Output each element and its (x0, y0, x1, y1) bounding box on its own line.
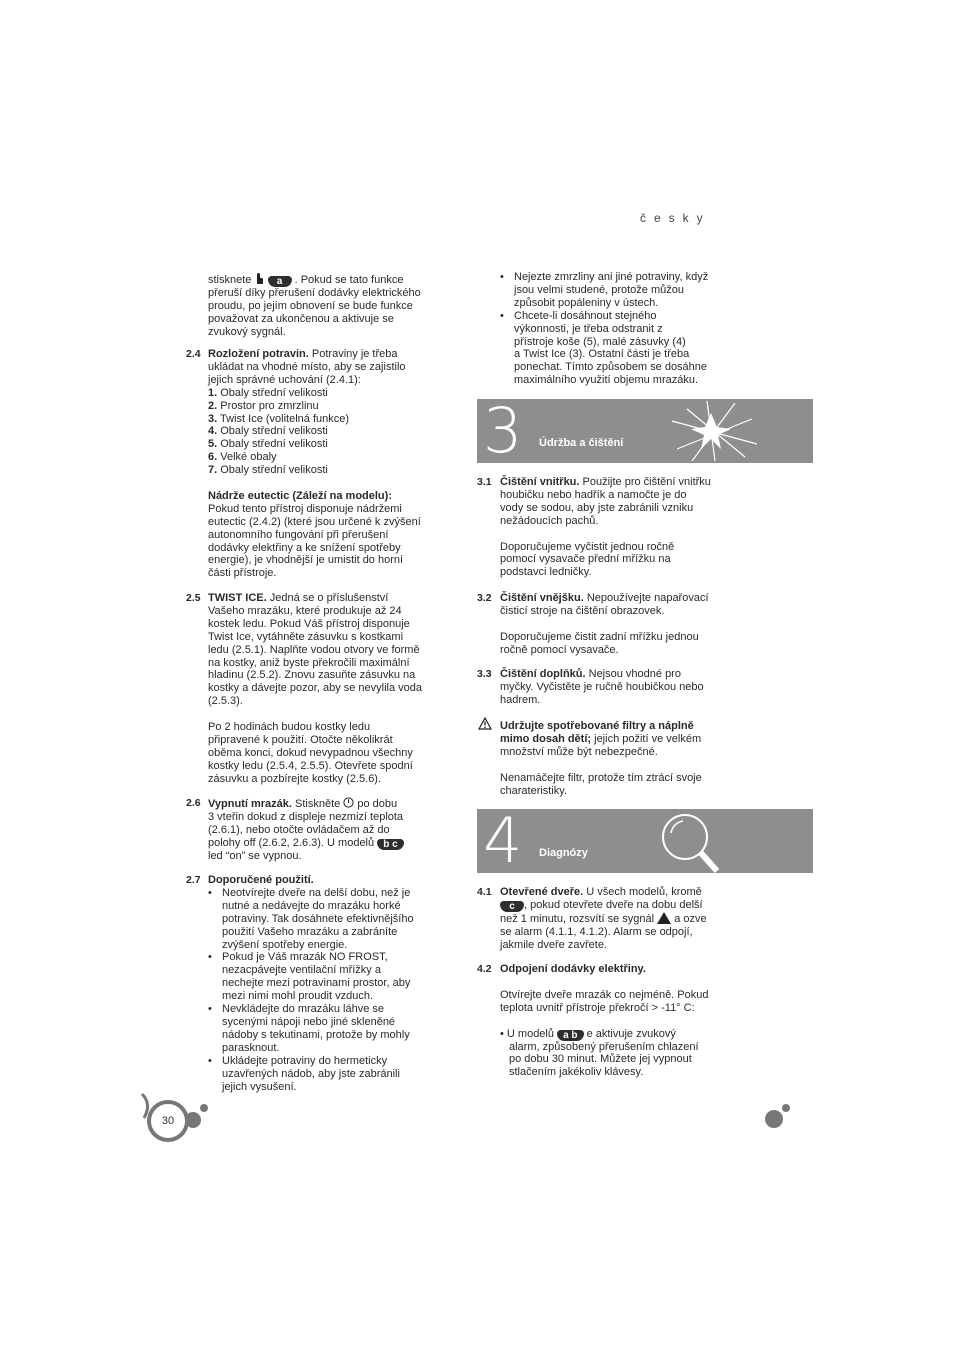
text-line: po dobu 30 minut. Můžete jej vypnout (509, 1053, 692, 1066)
list-item: 2. Prostor pro zmrzlinu (208, 399, 319, 412)
text-line: Vašeho mrazáku, které produkuje až 24 (208, 604, 402, 617)
text-line: části přístroje. (208, 567, 277, 580)
text-line: nežádoucích pachů. (500, 514, 599, 527)
section-title: Čištění doplňků. (500, 668, 586, 680)
chapter-title: Údržba a čištění (539, 437, 624, 449)
section-number: 3.2 (477, 592, 492, 604)
warning-title: Udržujte spotřebované filtry a náplně (500, 720, 694, 732)
text-line: zvukový sygnál. (208, 325, 286, 338)
warning-icon (478, 717, 492, 734)
section-title: Vypnutí mrazák. (208, 798, 292, 810)
section-title: Čištění vnějšku. (500, 592, 584, 604)
page-number-badge (138, 1090, 218, 1150)
list-item: 6. Velké obaly (208, 451, 277, 464)
text-line: kostek ledu. Pokud Váš přístroj disponuje (208, 617, 410, 630)
hand-icon (254, 274, 267, 286)
text-line: Twist Ice, vytáhněte zásuvku s kostkami (208, 630, 404, 643)
text-line: Nenamáčejte filtr, protože tím ztrácí svoje (500, 771, 702, 784)
section-number: 2.7 (186, 874, 201, 886)
text-line: hadrem. (500, 693, 541, 706)
section-2-7 (208, 874, 448, 1093)
list-item: • Nevkládejte do mrazáku láhve se sycenými nápoji nebo jiné skleněné nádoby s tekutinami, protože by mohly parasknout. (208, 1003, 448, 1055)
decorative-dots (764, 1100, 794, 1130)
section-4-2 (500, 963, 740, 1079)
decorative-dots-icon (764, 1100, 794, 1130)
section-number: 2.4 (186, 348, 201, 360)
list-item: • Ukládejte potraviny do hermeticky uzavřených nádob, aby jste zabránili jejich vysušení. (208, 1055, 448, 1094)
text-line: kostky ledu (2.5.4, 2.5.5). Otevřete spodní (208, 759, 413, 772)
section-title: Doporučené použití. (208, 874, 314, 886)
text-line: ukládat na vhodné místo, aby se zajistilo (208, 360, 406, 373)
text-line: led “on” se vypnou. (208, 849, 302, 862)
text-line: ročně pomocí vysavače. (500, 643, 619, 656)
text-line: (2.5.3). (208, 695, 243, 708)
text-line: než 1 minutu, rozsvítí se sygnál (500, 912, 655, 925)
text-line: Nejsou vhodné pro (588, 668, 681, 680)
chapter-title: Diagnózy (539, 847, 588, 859)
section-number: 3.3 (477, 668, 492, 680)
language-label: česky (640, 211, 711, 225)
section-3-3 (500, 668, 740, 707)
intro-text-post: . Pokud se tato funkce (294, 274, 404, 286)
text-line: čisticí stroje na čištění obrazovek. (500, 604, 665, 617)
text-line: Po 2 hodinách budou kostky ledu (208, 721, 371, 734)
section-number: 4.2 (477, 963, 492, 975)
text-line: po dobu (357, 798, 398, 810)
eutectic-title: Nádrže eutectic (Záleží na modelu): (208, 489, 392, 502)
key-ab-icon: a b (557, 1030, 583, 1041)
text-line: Otvírejte dveře mrazák co nejméně. Pokud (500, 988, 709, 1001)
text-line: Potraviny je třeba (311, 348, 398, 360)
magnifier-icon (657, 809, 737, 873)
list-item: 4. Obaly střední velikosti (208, 425, 328, 438)
list-item: • Neotvírejte dveře na delší dobu, než je nutné a nedávejte do mrazáku horké potraviny. Tak dosáhnete efektivnějšího použití Vašeho mrazáku a zabráníte zvýšení spotřeby energie. (208, 887, 448, 952)
decorative-circles-icon (138, 1090, 218, 1150)
list-item: • Nejezte zmrzliny ani jiné potraviny, když jsou velmi studené, protože můžou způsobit popáleniny v ústech. (500, 271, 740, 310)
sparkle-icon (657, 399, 777, 463)
page-number: 30 (161, 1115, 175, 1127)
section-number: 4.1 (477, 886, 492, 898)
key-a-icon: a (268, 276, 292, 287)
list-item: 3. Twist Ice (volitelná funkce) (208, 412, 350, 425)
section-2-4 (208, 348, 448, 580)
text-line: , pokud otevřete dveře na dobu delší (524, 898, 703, 911)
intro-text-pre: stisknete (208, 274, 252, 286)
text-line: Stiskněte (295, 798, 341, 810)
text-line: 3 vteřin dokud z displeje nezmizí teplota (208, 810, 404, 823)
text-line: ledu (2.5.1). Naplňte vodou otvory ve formě (208, 643, 420, 656)
text-line: pomocí vysavače přední mřížku na (500, 553, 671, 566)
text-line: autonomního fungování při přerušení (208, 528, 389, 541)
text-line: se alarm (4.1.1, 4.1.2). Alarm se odpojí, (500, 925, 693, 938)
text-line: jakmile dveře zavřete. (500, 938, 607, 951)
text-line: energie), je vhodnější je umistit do horní (208, 554, 404, 567)
text-line: Doporučujeme vyčistit jednou ročně (500, 540, 675, 553)
text-line: houbičku nebo hadřík a namočte je do (500, 488, 687, 501)
text-line: kostky a dávejte pozor, aby se nevylila voda (208, 682, 423, 695)
list-item: • Chcete-li dosáhnout stejného výkonnosti, je třeba odstranit z přístroje koše (5), malé zásuvky (4) a Twist Ice (3). Ostatní části je třeba ponechat. Tímto způsobem se dosáhne maximálního využití objemu mrazáku. (500, 310, 740, 387)
text-line: považovat za ukončenou a aktivuje se (208, 312, 394, 325)
text-line: vody se sodou, aby jste zabránili vzniku (500, 501, 694, 514)
section-4-1 (500, 886, 740, 952)
text-line: teplota uvnitř přístroje překročí > -11° C: (500, 1001, 695, 1014)
text-line: proudu, po jejím obnovení se bude funkce (208, 299, 413, 312)
intro-paragraph (208, 271, 448, 339)
section-title: TWIST ICE. (208, 592, 267, 604)
warning-title: mimo dosah dětí; (500, 732, 592, 745)
section-title: Čištění vnitřku. (500, 476, 580, 488)
text-line: množství může být nebezpečné. (500, 745, 658, 758)
text-line: připravené k použití. Otočte několikrát (208, 733, 393, 746)
section-number: 2.5 (186, 592, 201, 604)
right-bullets (500, 271, 740, 387)
text-line: přeruší díky přerušení dodávky elektrického (208, 287, 421, 299)
text-line: U všech modelů, kromě (586, 886, 702, 898)
section-2-5 (208, 592, 448, 786)
list-item: 1. Obaly střední velikosti (208, 386, 328, 399)
text-line: charateristiky. (500, 784, 568, 797)
text-line: Jedná se o příslušenství (269, 592, 389, 604)
text-line: jejich požití ve velkém (594, 732, 702, 745)
power-icon (343, 798, 354, 810)
text-line: jejich správné uchování (2.4.1): (208, 373, 361, 386)
text-line: myčky. Vyčistěte je ručně houbičkou nebo (500, 680, 704, 693)
text-line: e aktivuje zvukový (586, 1027, 676, 1040)
section-banner-4 (477, 809, 813, 873)
chapter-number: 4 (483, 809, 523, 873)
section-3-2 (500, 592, 740, 657)
text-line: podstavci ledničky. (500, 566, 592, 579)
alarm-triangle-icon (657, 912, 671, 924)
text-line: oběma konci, dokud nevypadnou všechny (208, 746, 413, 759)
text-line: Použijte pro čištění vnitřku (582, 476, 711, 488)
section-number: 3.1 (477, 476, 492, 488)
text-line: Nepoužívejte napařovací (586, 592, 709, 604)
section-title: Rozložení potravin. (208, 348, 309, 360)
text-line: dodávky elektřiny a ke snížení spotřeby (208, 541, 401, 554)
text-line: na kostky, aniž byste překročili maximální (208, 656, 410, 669)
text-line: Doporučujeme čistit zadní mřížku jednou (500, 630, 699, 643)
section-3-1 (500, 476, 740, 579)
list-item: • Pokud je Váš mrazák NO FROST, nezacpávejte ventilační mřížky a nechejte mezi potravinami prostor, aby mezi nimi mohl proudit vzduch. (208, 951, 448, 1003)
section-banner-3 (477, 399, 813, 463)
text-line: (2.6.1), nebo otočte ovládačem až do (208, 823, 390, 836)
section-number: 2.6 (186, 797, 201, 809)
text-line: zásuvku a pozbírejte kostky (2.5.6). (208, 772, 382, 785)
text-line: eutectic (2.4.2) (které jsou určené k zvýšení (208, 515, 421, 528)
text-line: hladinu (2.5.2). Znovu zasuňte zásuvku na (208, 669, 416, 682)
section-title: Odpojení dodávky elektřiny. (500, 963, 646, 975)
key-bc-icon: b c (377, 839, 403, 850)
list-item: 7. Obaly střední velikosti (208, 464, 328, 477)
key-c-icon: c (500, 901, 524, 912)
text-line: a ozve (674, 912, 707, 925)
text-line: polohy off (2.6.2, 2.6.3). U modelů (208, 836, 375, 849)
text-line: Pokud tento přístroj disponuje nádržemi (208, 502, 402, 515)
list-item: 5. Obaly střední velikosti (208, 438, 328, 451)
chapter-number: 3 (483, 399, 523, 463)
section-title: Otevřené dveře. (500, 886, 584, 898)
section-2-6 (208, 797, 448, 863)
text-line: alarm, způsobený přerušením chlazení (509, 1040, 699, 1053)
text-line: stlačením jakékoliv klávesy. (509, 1066, 644, 1079)
text-line: • U modelů (500, 1027, 554, 1040)
warning-block (500, 720, 740, 797)
